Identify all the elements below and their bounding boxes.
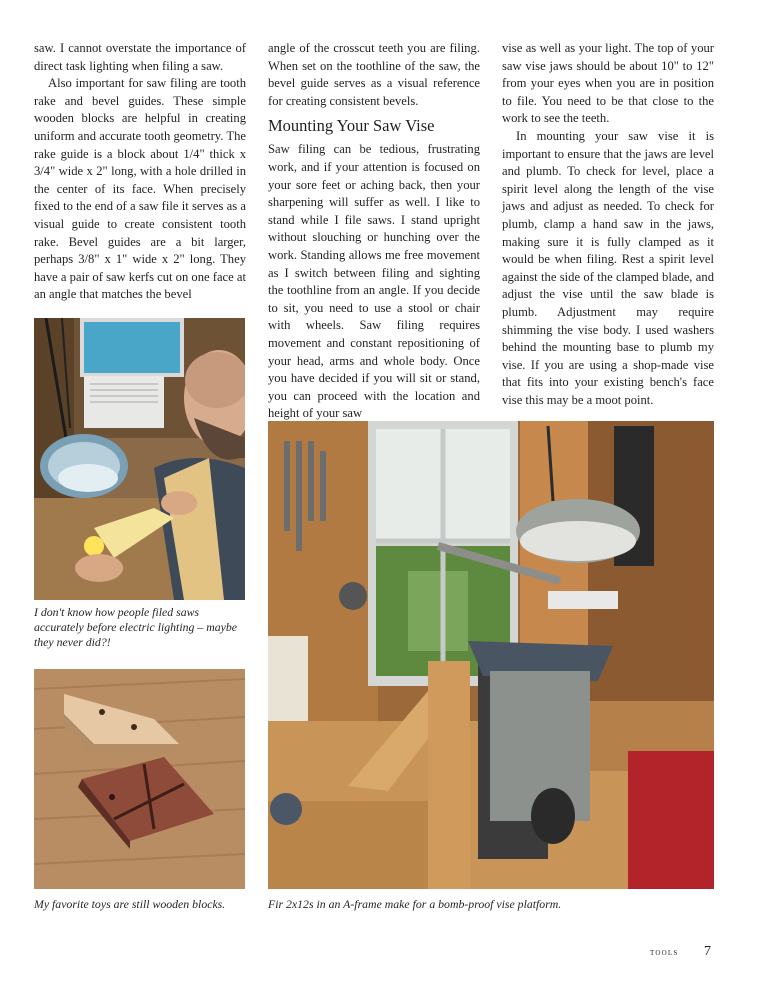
paragraph: angle of the crosscut teeth you are filing. When set on the toothline of the saw, the bevel guide serves as a visual reference for creating consistent bevels.: [268, 41, 480, 108]
photo-caption: Fir 2x12s in an A-frame make for a bomb-proof vise platform.: [268, 897, 562, 911]
vise-platform-photo: [268, 421, 714, 889]
text-column-2: [268, 40, 480, 423]
running-footer-section: tools: [650, 947, 679, 958]
paragraph: Saw filing can be tedious, frustrating work, and if your attention is focused on your sore feet or aching back, then your sharpening will suffer as well. I like to stand while I file saws. I stand upright without slouching or hunching over the work. Standing allows me free movement as I switch between filing and sighting the toothline from an angle. If you decide to sit, you need to use a stool or chair with wheels. Saw filing requires movement and constant repositioning of your head, arms and whole body. Once you have decided if you will sit or stand, you can proceed with the location and height of your saw: [268, 142, 480, 421]
photo-caption: My favorite toys are still wooden blocks.: [34, 897, 226, 911]
photo-caption: I don't know how people filed saws accurately before electric lighting – maybe they never did?!: [34, 605, 237, 649]
paragraph: In mounting your saw vise it is important to ensure that the jaws are level and plumb. To check for level, place a spirit level along the length of the vise jaws and adjust as needed. To check for plumb, clamp a hand saw in the jaws, making sure it is fully clamped as it would be when filing. Rest a spirit level against the side of the clamped blade, and adjust the vise until the saw blade is plumb. Adjustment may require shimming the vise body. I used washers behind the mounting base to plumb my vise. If you are using a shop-made vise that fits into your existing bench's face vise this may be a moot point.: [502, 128, 714, 407]
lighting-photo: [34, 318, 245, 600]
page-number: 7: [704, 944, 711, 959]
guide-blocks-photo: [34, 669, 245, 889]
paragraph: saw. I cannot overstate the importance of direct task lighting when filing a saw.: [34, 41, 246, 73]
text-column-3: [502, 40, 714, 409]
text-column-1: [34, 40, 246, 304]
paragraph: Also important for saw filing are tooth rake and bevel guides. These simple wooden blocks are helpful in creating uniform and accurate tooth geometry. The rake guide is a block about 1/4" thick x 3/4" wide x 2" long, with a hole drilled in the center of its face. When precisely fixed to the end of a saw file it serves as a visual guide to create consistent tooth rake. Bevel guides are a bit larger, perhaps 3/8" x 1" wide x 2" long. They have a pair of saw kerfs cut on one face at an angle that matches the bevel: [34, 76, 246, 302]
paragraph: vise as well as your light. The top of your saw vise jaws should be about 10" to 12" from your eyes when you are in position to file. You need to be that close to the work to see the teeth.: [502, 41, 714, 126]
section-heading: Mounting Your Saw Vise: [268, 116, 435, 136]
